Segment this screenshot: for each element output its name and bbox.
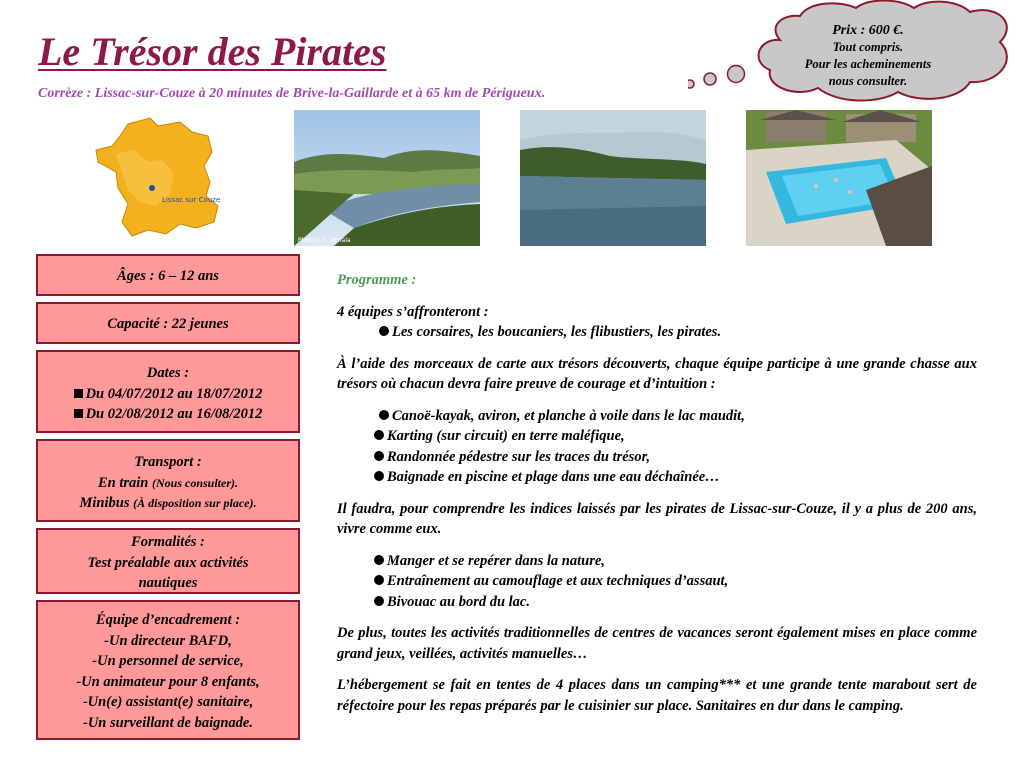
teams-list — [337, 322, 977, 343]
bullet-icon — [374, 471, 384, 481]
team-member: -Un personnel de service, — [92, 653, 244, 669]
hunt-intro: À l’aide des morceaux de carte aux trésors découverts, chaque équipe participe à une grande chasse aux trésors où chacun devra faire preuve de courage et d’intuition : — [337, 355, 977, 392]
transport-minibus: Minibus — [79, 495, 130, 511]
team-member: -Un(e) assistant(e) sanitaire, — [82, 694, 254, 710]
dates-session-1: Du 04/07/2012 au 18/07/2012 — [85, 385, 263, 402]
list-item: Karting (sur circuit) en terre maléfique, — [337, 426, 977, 447]
page-subtitle: Corrèze : Lissac-sur-Couze à 20 minutes de Brive-la-Gaillarde et à 65 km de Périgueux. — [38, 86, 546, 101]
dates-session-2: Du 02/08/2012 au 16/08/2012 — [85, 406, 263, 422]
teams-intro: 4 équipes s’affronteront : — [337, 303, 489, 320]
list-item: Baignade en piscine et plage dans une eau déchaînée… — [337, 467, 977, 488]
list-item: Les corsaires, les boucaniers, les flibustiers, les pirates. — [379, 322, 977, 343]
transport-train: En train — [97, 474, 149, 491]
activities-list — [337, 406, 977, 488]
formalities-text: Test préalable aux activités nautiques — [87, 554, 249, 591]
swimming-pool-photo — [746, 110, 932, 246]
capacity-text: Capacité : 22 jeunes — [107, 316, 229, 332]
dates-title: Dates : — [146, 365, 190, 381]
bullet-icon — [379, 326, 389, 336]
price-info — [768, 22, 968, 90]
ages-text: Âges : 6 – 12 ans — [117, 268, 219, 284]
bullet-icon — [374, 451, 384, 461]
square-bullet-icon — [74, 389, 83, 398]
list-item: Bivouac au bord du lac. — [374, 592, 977, 613]
map-location-label: Lissac sur Couze — [162, 196, 221, 204]
team-member: -Un surveillant de baignade. — [83, 714, 253, 731]
dates-box — [36, 350, 300, 433]
team-title: Équipe d’encadrement : — [95, 612, 241, 628]
price-label: Prix : 600 €. — [832, 23, 904, 38]
traditional-activities: De plus, toutes les activités traditionnelles de centres de vacances seront également mises en place comme grand jeux, veillées, activités manuelles… — [337, 625, 977, 662]
lake-landscape-photo — [294, 110, 480, 246]
bullet-icon — [374, 555, 384, 565]
page-title: Le Trésor des Pirates — [38, 29, 387, 74]
formalities-box — [36, 528, 300, 594]
program-heading: Programme : — [337, 272, 417, 288]
france-map-image — [88, 110, 228, 246]
transport-train-note: (Nous consulter). — [151, 475, 238, 490]
price-consult-note: nous consulter. — [828, 74, 908, 88]
lodging-info: L’hébergement se fait en tentes de 4 places dans un camping*** et une grande tente marabout sert de réfectoire pour les repas préparés par le cuisinier sur place. Sanitaires en dur dans le camping. — [337, 677, 977, 714]
list-item: Manger et se repérer dans la nature, — [374, 551, 977, 572]
bullet-icon — [379, 410, 389, 420]
team-member: -Un animateur pour 8 enfants, — [76, 673, 260, 690]
list-item: Randonnée pédestre sur les traces du trésor, — [337, 447, 977, 468]
transport-title: Transport : — [134, 454, 202, 470]
list-item: Canoë-kayak, aviron, et planche à voile dans le lac maudit, — [337, 406, 977, 427]
program-section — [337, 270, 977, 727]
capacity-box — [36, 302, 300, 344]
misty-lake-photo — [520, 110, 706, 246]
skills-list — [337, 551, 977, 613]
ages-box — [36, 254, 300, 296]
price-transport-note: Pour les acheminements — [804, 57, 932, 71]
team-member: -Un directeur BAFD, — [104, 632, 232, 649]
photo-credit: Photo J.-C. Minala — [298, 237, 351, 244]
transport-box — [36, 439, 300, 522]
formalities-title: Formalités : — [131, 534, 205, 550]
price-included: Tout compris. — [832, 40, 904, 54]
team-box — [36, 600, 300, 740]
transport-minibus-note: (À disposition sur place). — [133, 496, 257, 510]
list-item: Entraînement au camouflage et aux techniques d’assaut, — [374, 571, 977, 592]
bullet-icon — [374, 575, 384, 585]
pirates-intro: Il faudra, pour comprendre les indices laissés par les pirates de Lissac-sur-Couze, il y a plus de 200 ans, vivre comme eux. — [337, 500, 977, 537]
square-bullet-icon — [74, 409, 83, 418]
bullet-icon — [374, 596, 384, 606]
bullet-icon — [374, 430, 384, 440]
